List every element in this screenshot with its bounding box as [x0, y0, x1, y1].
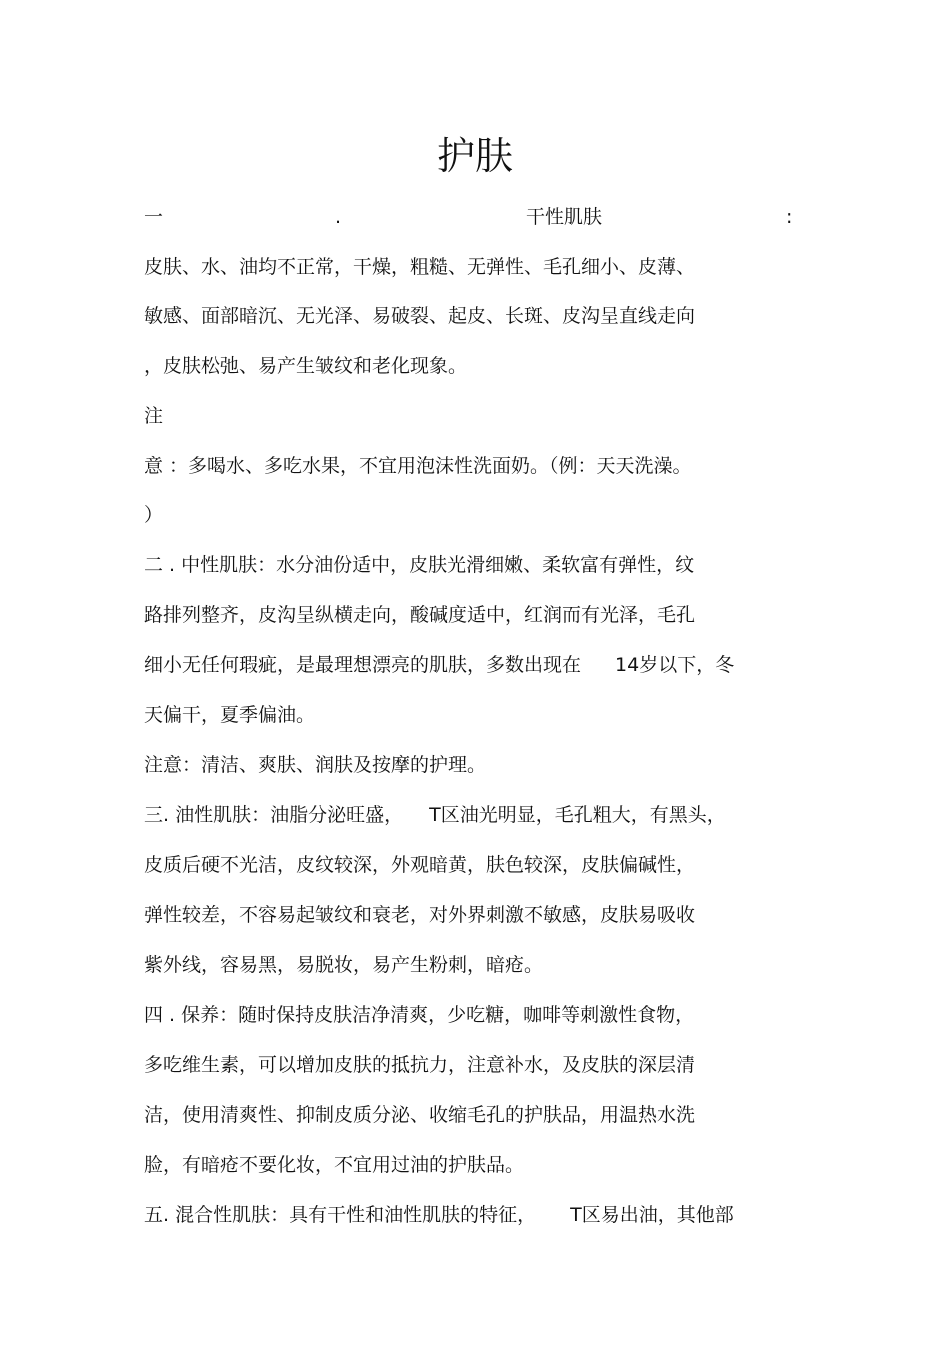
- paragraph-text: 五. 混合性肌肤：具有干性和油性肌肤的特征，: [144, 1204, 537, 1226]
- paragraph-line: 天偏干，夏季偏油。: [144, 704, 316, 726]
- paragraph-text: 三. 油性肌肤：油脂分泌旺盛，: [144, 804, 404, 826]
- paragraph-line: [144, 803, 726, 827]
- section-1-number: 一: [144, 206, 164, 228]
- paragraph-line: 多吃维生素，可以增加皮肤的抵抗力，注意补水，及皮肤的深层清: [144, 1054, 696, 1076]
- paragraph-line: 紫外线，容易黑，易脱妆，易产生粉刺，暗疮。: [144, 954, 544, 976]
- paragraph-line: 皮质后硬不光洁，皮纹较深，外观暗黄，肤色较深，皮肤偏碱性，: [144, 854, 696, 876]
- paragraph-line: [144, 653, 734, 677]
- paragraph-text: T区易出油，其他部: [570, 1204, 734, 1226]
- paragraph-line: 皮肤、水、油均不正常，干燥，粗糙、无弹性、毛孔细小、皮薄、: [144, 256, 696, 278]
- page-title: 护肤: [436, 134, 513, 178]
- paragraph-line: 注意：清洁、爽肤、润肤及按摩的护理。: [144, 754, 487, 776]
- section-1-colon: :: [786, 206, 793, 228]
- paragraph-text: T区油光明显，毛孔粗大，有黑头，: [429, 804, 726, 826]
- paragraph-line: [144, 1203, 734, 1227]
- paragraph-line: ）: [144, 504, 164, 526]
- paragraph-line: 四 . 保养：随时保持皮肤洁净清爽，少吃糖，咖啡等刺激性食物，: [144, 1004, 695, 1026]
- paragraph-line: 注: [144, 405, 164, 427]
- paragraph-text: 细小无任何瑕疵，是最理想漂亮的肌肤，多数出现在: [144, 654, 582, 676]
- paragraph-line: 弹性较差，不容易起皱纹和衰老，对外界刺激不敏感，皮肤易吸收: [144, 904, 696, 926]
- paragraph-text: 14岁以下，冬: [615, 654, 735, 676]
- paragraph-line: 路排列整齐，皮沟呈纵横走向，酸碱度适中，红润而有光泽，毛孔: [144, 604, 696, 626]
- paragraph-line: 脸，有暗疮不要化妆，不宜用过油的护肤品。: [144, 1154, 525, 1176]
- paragraph-line: 二 . 中性肌肤：水分油份适中，皮肤光滑细嫩、柔软富有弹性，纹: [144, 554, 695, 576]
- paragraph-line: 洁，使用清爽性、抑制皮质分泌、收缩毛孔的护肤品，用温热水洗: [144, 1104, 696, 1126]
- section-1-heading: 干性肌肤: [526, 206, 603, 228]
- paragraph-line: 敏感、面部暗沉、无光泽、易破裂、起皮、长斑、皮沟呈直线走向: [144, 305, 696, 327]
- section-1-dot: .: [335, 206, 342, 228]
- paragraph-line: 意 ：多喝水、多吃水果，不宜用泡沫性洗面奶。（例：天天洗澡。: [144, 455, 692, 477]
- paragraph-line: ，皮肤松弛、易产生皱纹和老化现象。: [144, 355, 468, 377]
